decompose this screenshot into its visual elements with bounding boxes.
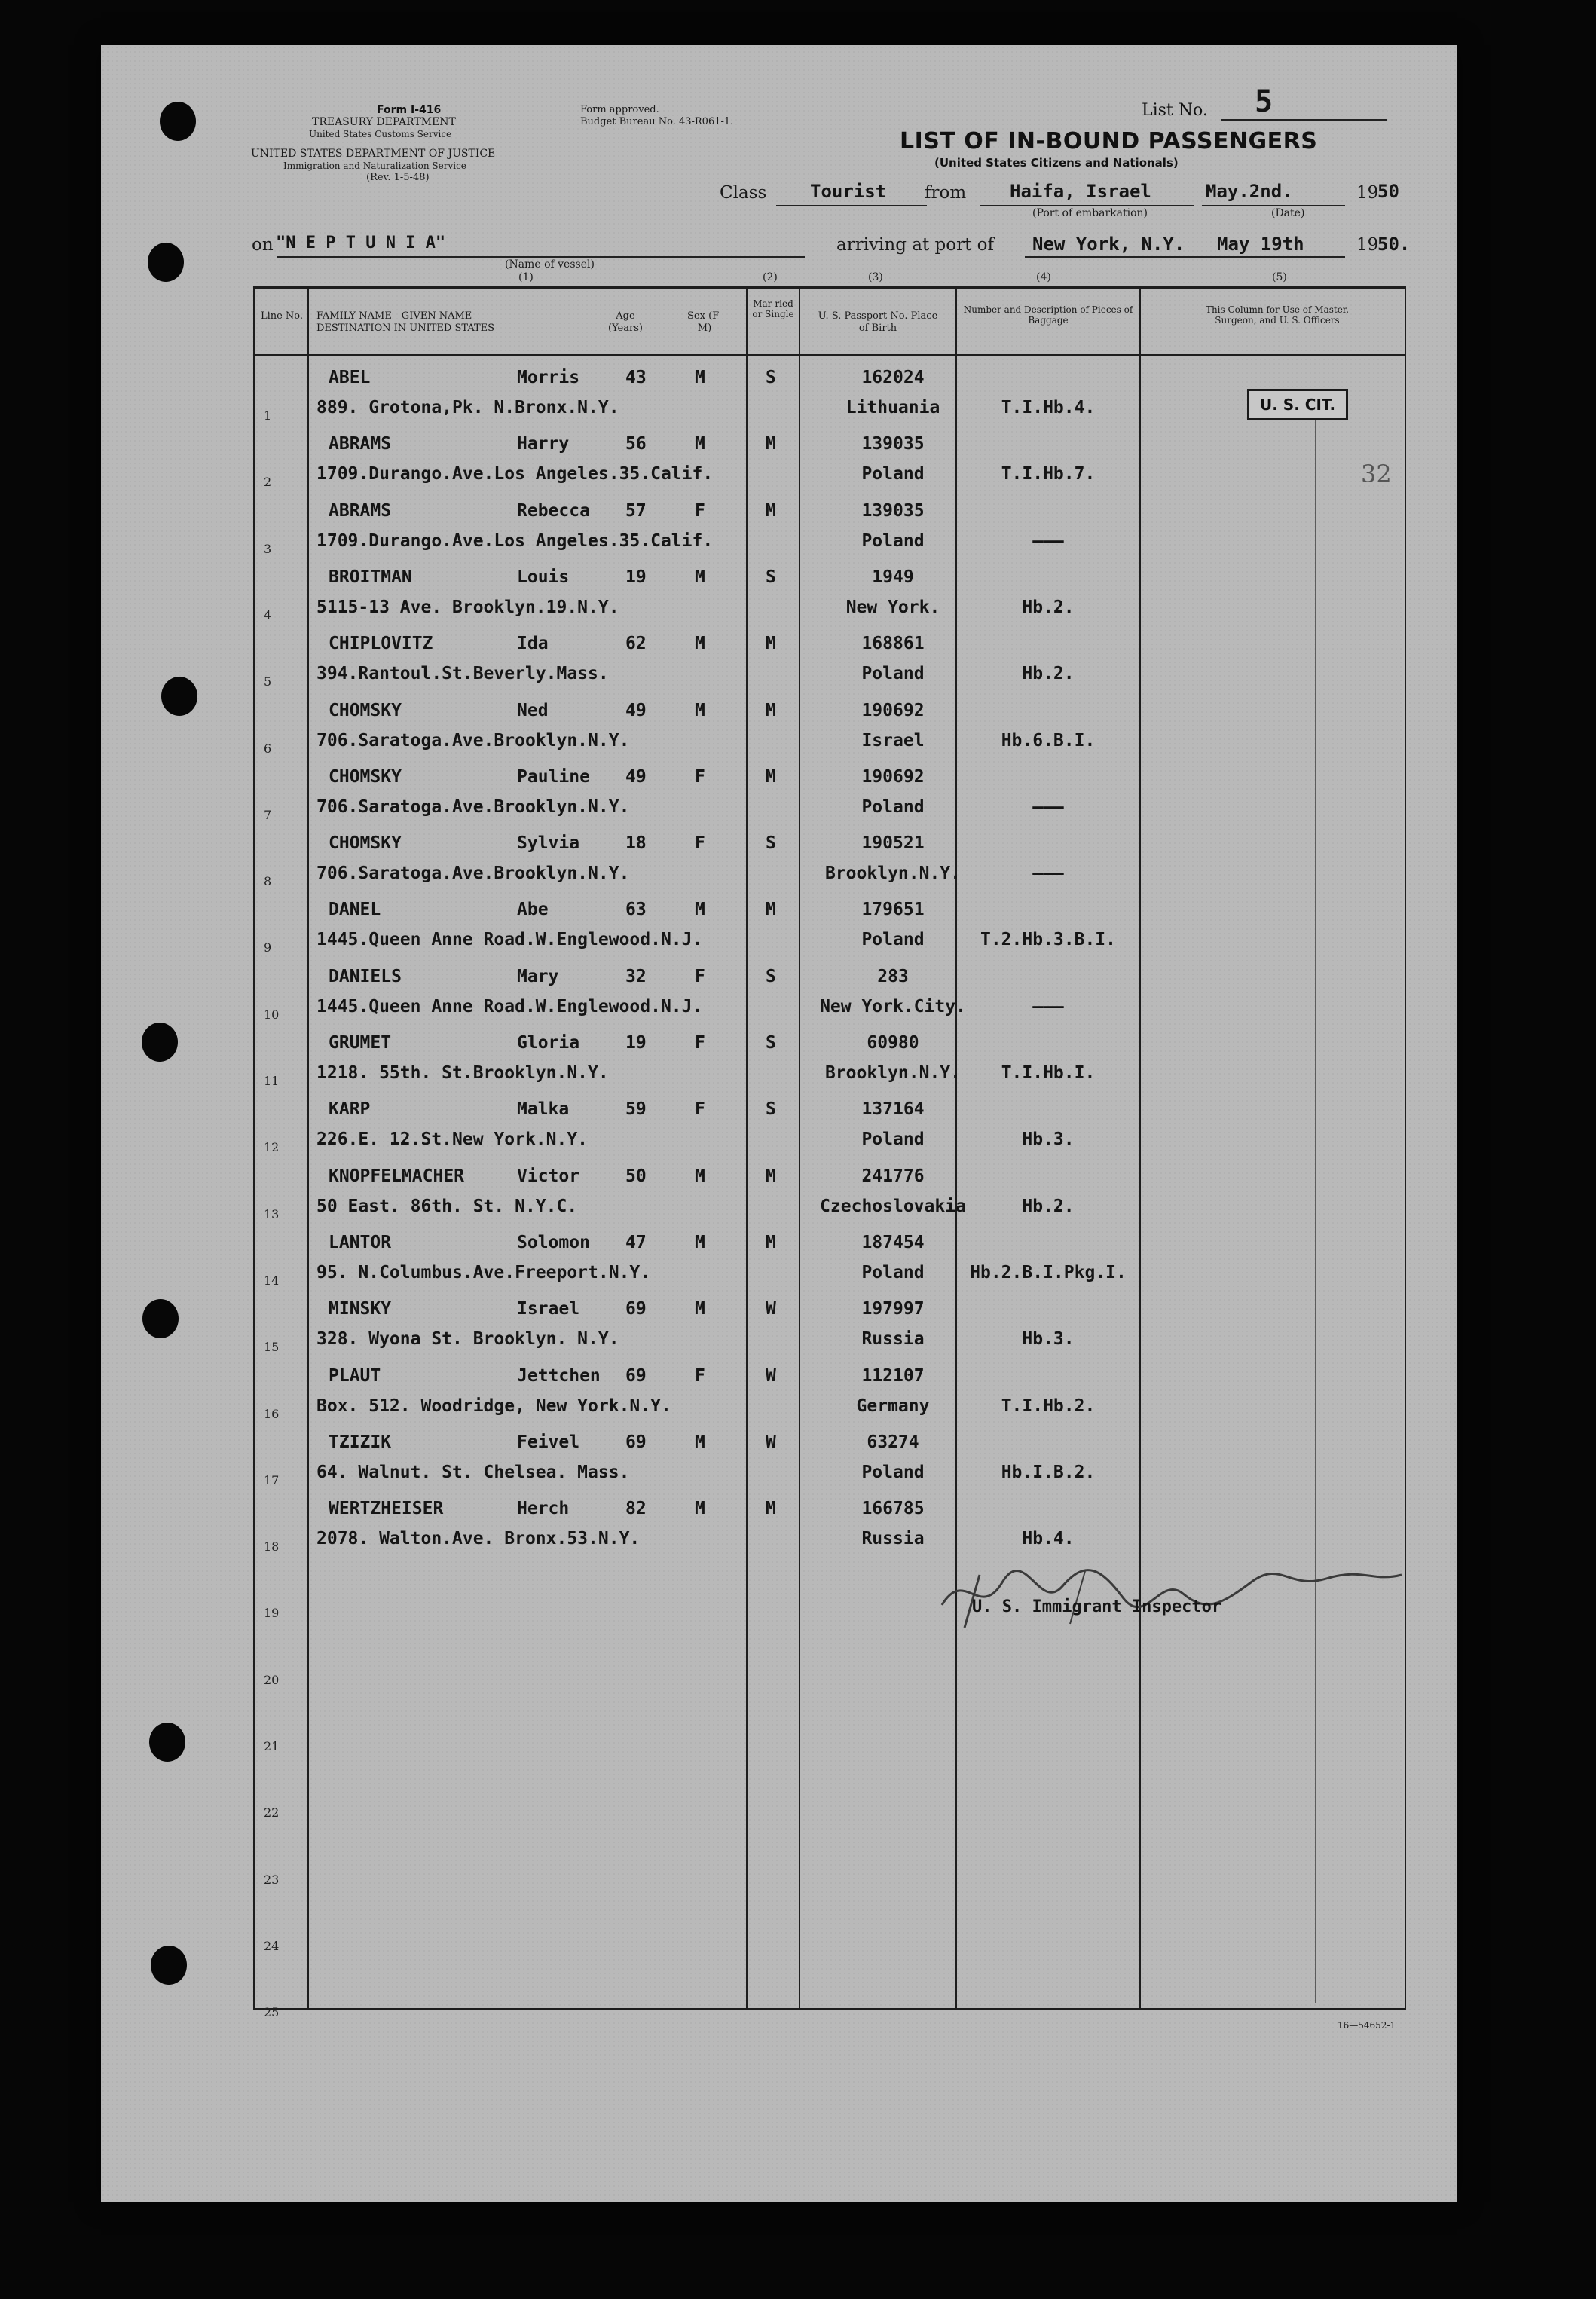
line-number: 18 [264,1539,280,1555]
header-baggage: Number and Description of Pieces of Baggage [963,304,1133,326]
marital-status: M [766,1499,776,1519]
table-row [253,1027,1405,1092]
passport-no: 187454 [861,1232,925,1252]
family-name: CHOMSKY [329,766,402,787]
citizen-stamp: U. S. CIT. [1247,389,1348,420]
col-divider [1405,286,1406,2010]
marital-status: M [766,634,776,654]
given-name: Sylvia [517,833,580,854]
line-number: 4 [264,607,272,622]
baggage: ——— [1032,996,1064,1017]
age: 56 [625,434,647,454]
table-row [253,1227,1405,1292]
address: 226.E. 12.St.New York.N.Y. [316,1130,589,1150]
line-number: 14 [264,1273,280,1288]
budget-bureau: Budget Bureau No. 43-R061-1. [580,116,734,127]
place-of-birth: Poland [861,1262,925,1282]
table-row [253,628,1405,692]
age: 57 [625,500,647,521]
port-line [980,205,1194,206]
baggage: T.I.Hb.7. [1001,464,1096,485]
from-label: from [925,183,967,203]
age: 47 [625,1232,647,1252]
family-name: MINSKY [329,1299,392,1319]
passport-no: 139035 [861,434,925,454]
age: 19 [625,1033,647,1053]
table-bottom-border [253,2008,1406,2010]
place-of-birth: Russia [861,1529,925,1549]
baggage: Hb.4. [1022,1529,1075,1549]
line-number: 13 [264,1206,280,1221]
col-label-4: (4) [1036,271,1051,283]
age: 63 [625,900,647,920]
address: Box. 512. Woodridge, New York.N.Y. [316,1396,671,1416]
list-no-value: 5 [1255,84,1273,119]
empty-line-number: 24 [264,1938,280,1953]
revision: (Rev. 1-5-48) [366,172,430,183]
table-header-border [253,354,1406,356]
arrival-year-prefix: 19 [1356,235,1379,255]
address: 64. Walnut. St. Chelsea. Mass. [316,1462,630,1482]
table-row [253,1426,1405,1491]
passport-no: 197997 [861,1299,925,1319]
inspector-signature [934,1552,1417,1635]
given-name: Victor [517,1166,580,1186]
age: 69 [625,1365,647,1386]
baggage: ——— [1032,796,1064,817]
arriving-label: arriving at port of [836,235,994,255]
address: 706.Saratoga.Ave.Brooklyn.N.Y. [316,796,630,817]
baggage: Hb.3. [1022,1329,1075,1350]
family-name: DANIELS [329,966,402,986]
age: 18 [625,833,647,854]
place-of-birth: Israel [861,730,925,751]
place-of-birth: Russia [861,1329,925,1350]
age: 49 [625,766,647,787]
header-master: This Column for Use of Master, Surgeon, and U. S. Officers [1205,304,1350,326]
empty-line-number: 23 [264,1872,280,1887]
address: 2078. Walton.Ave. Bronx.53.N.Y. [316,1529,641,1549]
marital-status: M [766,1232,776,1252]
sex: F [695,1033,705,1053]
table-row [253,961,1405,1026]
address: 1709.Durango.Ave.Los Angeles.35.Calif. [316,464,714,485]
line-number: 16 [264,1406,280,1421]
family-name: PLAUT [329,1365,381,1386]
port-caption: (Port of embarkation) [1032,207,1148,219]
header-marital: Mar-ried or Single [752,298,794,319]
table-row [253,1160,1405,1225]
place-of-birth: Poland [861,530,925,551]
given-name: Abe [517,900,549,920]
address: 394.Rantoul.St.Beverly.Mass. [316,664,609,684]
place-of-birth: Poland [861,930,925,950]
marital-status: S [766,1033,776,1053]
family-name: ABEL [329,368,371,387]
header-destination: DESTINATION IN UNITED STATES [316,323,495,334]
marital-status: W [766,1432,776,1452]
table-row [253,695,1405,760]
table-row [253,761,1405,826]
baggage: T.2.Hb.3.B.I. [980,930,1116,950]
baggage: T.I.Hb.I. [1001,1063,1096,1083]
marital-status: S [766,1099,776,1120]
table-row [253,362,1405,426]
age: 62 [625,634,647,654]
family-name: TZIZIK [329,1432,392,1452]
sex: M [695,1299,705,1319]
table-top-border [253,286,1406,289]
given-name: Harry [517,434,570,454]
marital-status: W [766,1299,776,1319]
embark-year: 50 [1377,181,1399,202]
line-number: 12 [264,1140,280,1155]
binder-hole [142,1023,178,1062]
table-row [253,1293,1405,1358]
sex: M [695,700,705,720]
line-number: 5 [264,674,272,689]
baggage: Hb.2. [1022,1196,1075,1216]
place-of-birth: Germany [856,1396,930,1416]
vessel-name: "N E P T U N I A" [276,234,446,252]
marital-status: M [766,900,776,920]
sex: F [695,1099,705,1120]
margin-number: 32 [1361,460,1392,488]
passport-no: 139035 [861,500,925,521]
vessel-caption: (Name of vessel) [505,258,595,271]
passport-no: 60980 [867,1033,919,1053]
passport-no: 168861 [861,634,925,654]
empty-line-number: 19 [264,1606,280,1621]
given-name: Morris [517,368,580,387]
header-line-no: Line No. [260,310,304,322]
year-prefix: 19 [1356,183,1379,203]
family-name: CHOMSKY [329,700,402,720]
table-row [253,1360,1405,1425]
passport-no: 166785 [861,1499,925,1519]
family-name: KNOPFELMACHER [329,1166,465,1186]
passport-no: 190692 [861,700,925,720]
family-name: CHOMSKY [329,833,402,854]
passport-no: 63274 [867,1432,919,1452]
passport-no: 190521 [861,833,925,854]
table-row [253,894,1405,958]
address: 95. N.Columbus.Ave.Freeport.N.Y. [316,1262,651,1282]
customs-service: United States Customs Service [309,129,452,139]
baggage: Hb.I.B.2. [1001,1462,1096,1482]
form-number: Form I-416 [377,104,442,116]
empty-line-number: 20 [264,1672,280,1687]
table-row [253,495,1405,560]
arrival-year: 50. [1377,234,1411,255]
line-number: 2 [264,475,272,490]
address: 706.Saratoga.Ave.Brooklyn.N.Y. [316,730,630,751]
marital-status: M [766,434,776,454]
place-of-birth: Poland [861,464,925,485]
age: 69 [625,1299,647,1319]
family-name: ABRAMS [329,500,392,521]
date-caption: (Date) [1271,207,1305,219]
sex: M [695,634,705,654]
empty-line-number: 21 [264,1739,280,1753]
sex: F [695,500,705,521]
place-of-birth: Poland [861,1130,925,1150]
given-name: Jettchen [517,1365,601,1386]
given-name: Malka [517,1099,570,1120]
address: 1218. 55th. St.Brooklyn.N.Y. [316,1063,609,1083]
binder-hole [160,102,196,141]
baggage: Hb.2.B.I.Pkg.I. [970,1262,1127,1282]
marital-status: M [766,700,776,720]
age: 49 [625,700,647,720]
passport-no: 241776 [861,1166,925,1186]
address: 328. Wyona St. Brooklyn. N.Y. [316,1329,619,1350]
family-name: DANEL [329,900,381,920]
age: 32 [625,966,647,986]
given-name: Mary [517,966,559,986]
family-name: ABRAMS [329,434,392,454]
table-row [253,561,1405,626]
line-number: 15 [264,1340,280,1355]
address: 889. Grotona,Pk. N.Bronx.N.Y. [316,398,619,417]
ins: Immigration and Naturalization Service [283,161,466,171]
family-name: WERTZHEISER [329,1499,444,1519]
document-title: LIST OF IN-BOUND PASSENGERS [900,128,1318,154]
sex: M [695,368,705,387]
class-label: Class [720,183,767,203]
age: 82 [625,1499,647,1519]
place-of-birth: Poland [861,1462,925,1482]
baggage: ——— [1032,530,1064,551]
passport-no: 1949 [872,567,914,587]
arrival-port: New York, N.Y. [1032,234,1185,255]
address: 1445.Queen Anne Road.W.Englewood.N.J. [316,930,703,950]
date-line [1202,205,1345,206]
baggage: T.I.Hb.4. [1001,398,1096,417]
family-name: GRUMET [329,1033,392,1053]
col-label-1: (1) [518,271,534,283]
given-name: Israel [517,1299,580,1319]
baggage: Hb.2. [1022,664,1075,684]
passport-no: 112107 [861,1365,925,1386]
class-value: Tourist [810,181,887,202]
address: 5115-13 Ave. Brooklyn.19.N.Y. [316,597,619,617]
address: 50 East. 86th. St. N.Y.C. [316,1196,578,1216]
family-name: LANTOR [329,1232,392,1252]
on-label: on [252,235,274,255]
line-number: 6 [264,741,272,756]
empty-line-number: 22 [264,1805,280,1821]
line-number: 17 [264,1472,280,1487]
line-number: 7 [264,807,272,822]
list-no-line [1221,119,1387,121]
stamp-line [1315,420,1316,2003]
marital-status: S [766,368,776,387]
form-approved: Form approved. [580,104,659,115]
place-of-birth: Czechoslovakia [820,1196,966,1216]
place-of-birth: Poland [861,664,925,684]
baggage: Hb.3. [1022,1130,1075,1150]
col-label-5: (5) [1272,271,1287,283]
line-number: 9 [264,940,272,955]
table-row [253,428,1405,493]
justice-dept: UNITED STATES DEPARTMENT OF JUSTICE [251,148,496,160]
embark-date: May.2nd. [1206,181,1293,202]
binder-hole [161,677,197,716]
given-name: Rebecca [517,500,590,521]
sex: M [695,1166,705,1186]
place-of-birth: Brooklyn.N.Y. [824,864,961,884]
place-of-birth: Poland [861,796,925,817]
sex: M [695,567,705,587]
baggage: Hb.6.B.I. [1001,730,1096,751]
passport-no: 190692 [861,766,925,787]
col-label-2: (2) [763,271,778,283]
given-name: Herch [517,1499,570,1519]
age: 69 [625,1432,647,1452]
class-line [776,205,927,206]
place-of-birth: New York.City. [820,996,966,1017]
given-name: Ida [517,634,549,654]
given-name: Gloria [517,1033,580,1053]
binder-hole [149,1723,185,1762]
sex: M [695,1432,705,1452]
family-name: KARP [329,1099,371,1120]
col-label-3: (3) [868,271,883,283]
passport-no: 179651 [861,900,925,920]
age: 19 [625,567,647,587]
place-of-birth: Brooklyn.N.Y. [824,1063,961,1083]
binder-hole [148,243,184,282]
marital-status: S [766,567,776,587]
baggage: Hb.2. [1022,597,1075,617]
marital-status: S [766,833,776,854]
list-no-label: List No. [1142,101,1208,120]
binder-hole [151,1946,187,1985]
sex: M [695,434,705,454]
arrival-date: May 19th [1217,234,1304,255]
marital-status: M [766,766,776,787]
header-sex: Sex (F-M) [687,310,722,334]
given-name: Solomon [517,1232,590,1252]
given-name: Feivel [517,1432,580,1452]
sex: F [695,833,705,854]
passport-no: 283 [877,966,909,986]
sex: M [695,900,705,920]
address: 1709.Durango.Ave.Los Angeles.35.Calif. [316,530,714,551]
age: 43 [625,368,647,387]
sex: F [695,966,705,986]
passport-no: 137164 [861,1099,925,1120]
treasury-dept: TREASURY DEPARTMENT [312,116,456,128]
marital-status: M [766,1166,776,1186]
table-row [253,1093,1405,1158]
age: 50 [625,1166,647,1186]
port-embarkation: Haifa, Israel [1010,181,1151,202]
empty-line-number: 25 [264,2005,280,2020]
sex: F [695,1365,705,1386]
baggage: ——— [1032,864,1064,884]
sex: M [695,1499,705,1519]
table-row [253,827,1405,892]
marital-status: W [766,1365,776,1386]
inspector-title: U. S. Immigrant Inspector [972,1597,1222,1616]
address: 706.Saratoga.Ave.Brooklyn.N.Y. [316,864,630,884]
given-name: Louis [517,567,570,587]
header-name: FAMILY NAME—GIVEN NAME [316,310,472,322]
table-row [253,1493,1405,1558]
document-subtitle: (United States Citizens and Nationals) [934,156,1179,170]
passport-no: 162024 [861,368,925,387]
header-passport: U. S. Passport No. Place of Birth [818,310,938,334]
line-number: 8 [264,874,272,889]
line-number: 11 [264,1074,280,1088]
family-name: BROITMAN [329,567,412,587]
binder-hole [142,1299,179,1338]
address: 1445.Queen Anne Road.W.Englewood.N.J. [316,996,703,1017]
header-age: Age (Years) [608,310,643,334]
age: 59 [625,1099,647,1120]
given-name: Pauline [517,766,590,787]
baggage: T.I.Hb.2. [1001,1396,1096,1416]
sex: F [695,766,705,787]
marital-status: S [766,966,776,986]
marital-status: M [766,500,776,521]
line-number: 10 [264,1007,280,1022]
line-number: 3 [264,541,272,556]
place-of-birth: Lithuania [845,398,940,417]
footer-code: 16—54652-1 [1338,2020,1396,2031]
given-name: Ned [517,700,549,720]
sex: M [695,1232,705,1252]
line-number: 1 [264,408,272,423]
family-name: CHIPLOVITZ [329,634,433,654]
vessel-line [277,256,805,258]
place-of-birth: New York. [845,597,940,617]
arrival-line [1025,256,1345,258]
